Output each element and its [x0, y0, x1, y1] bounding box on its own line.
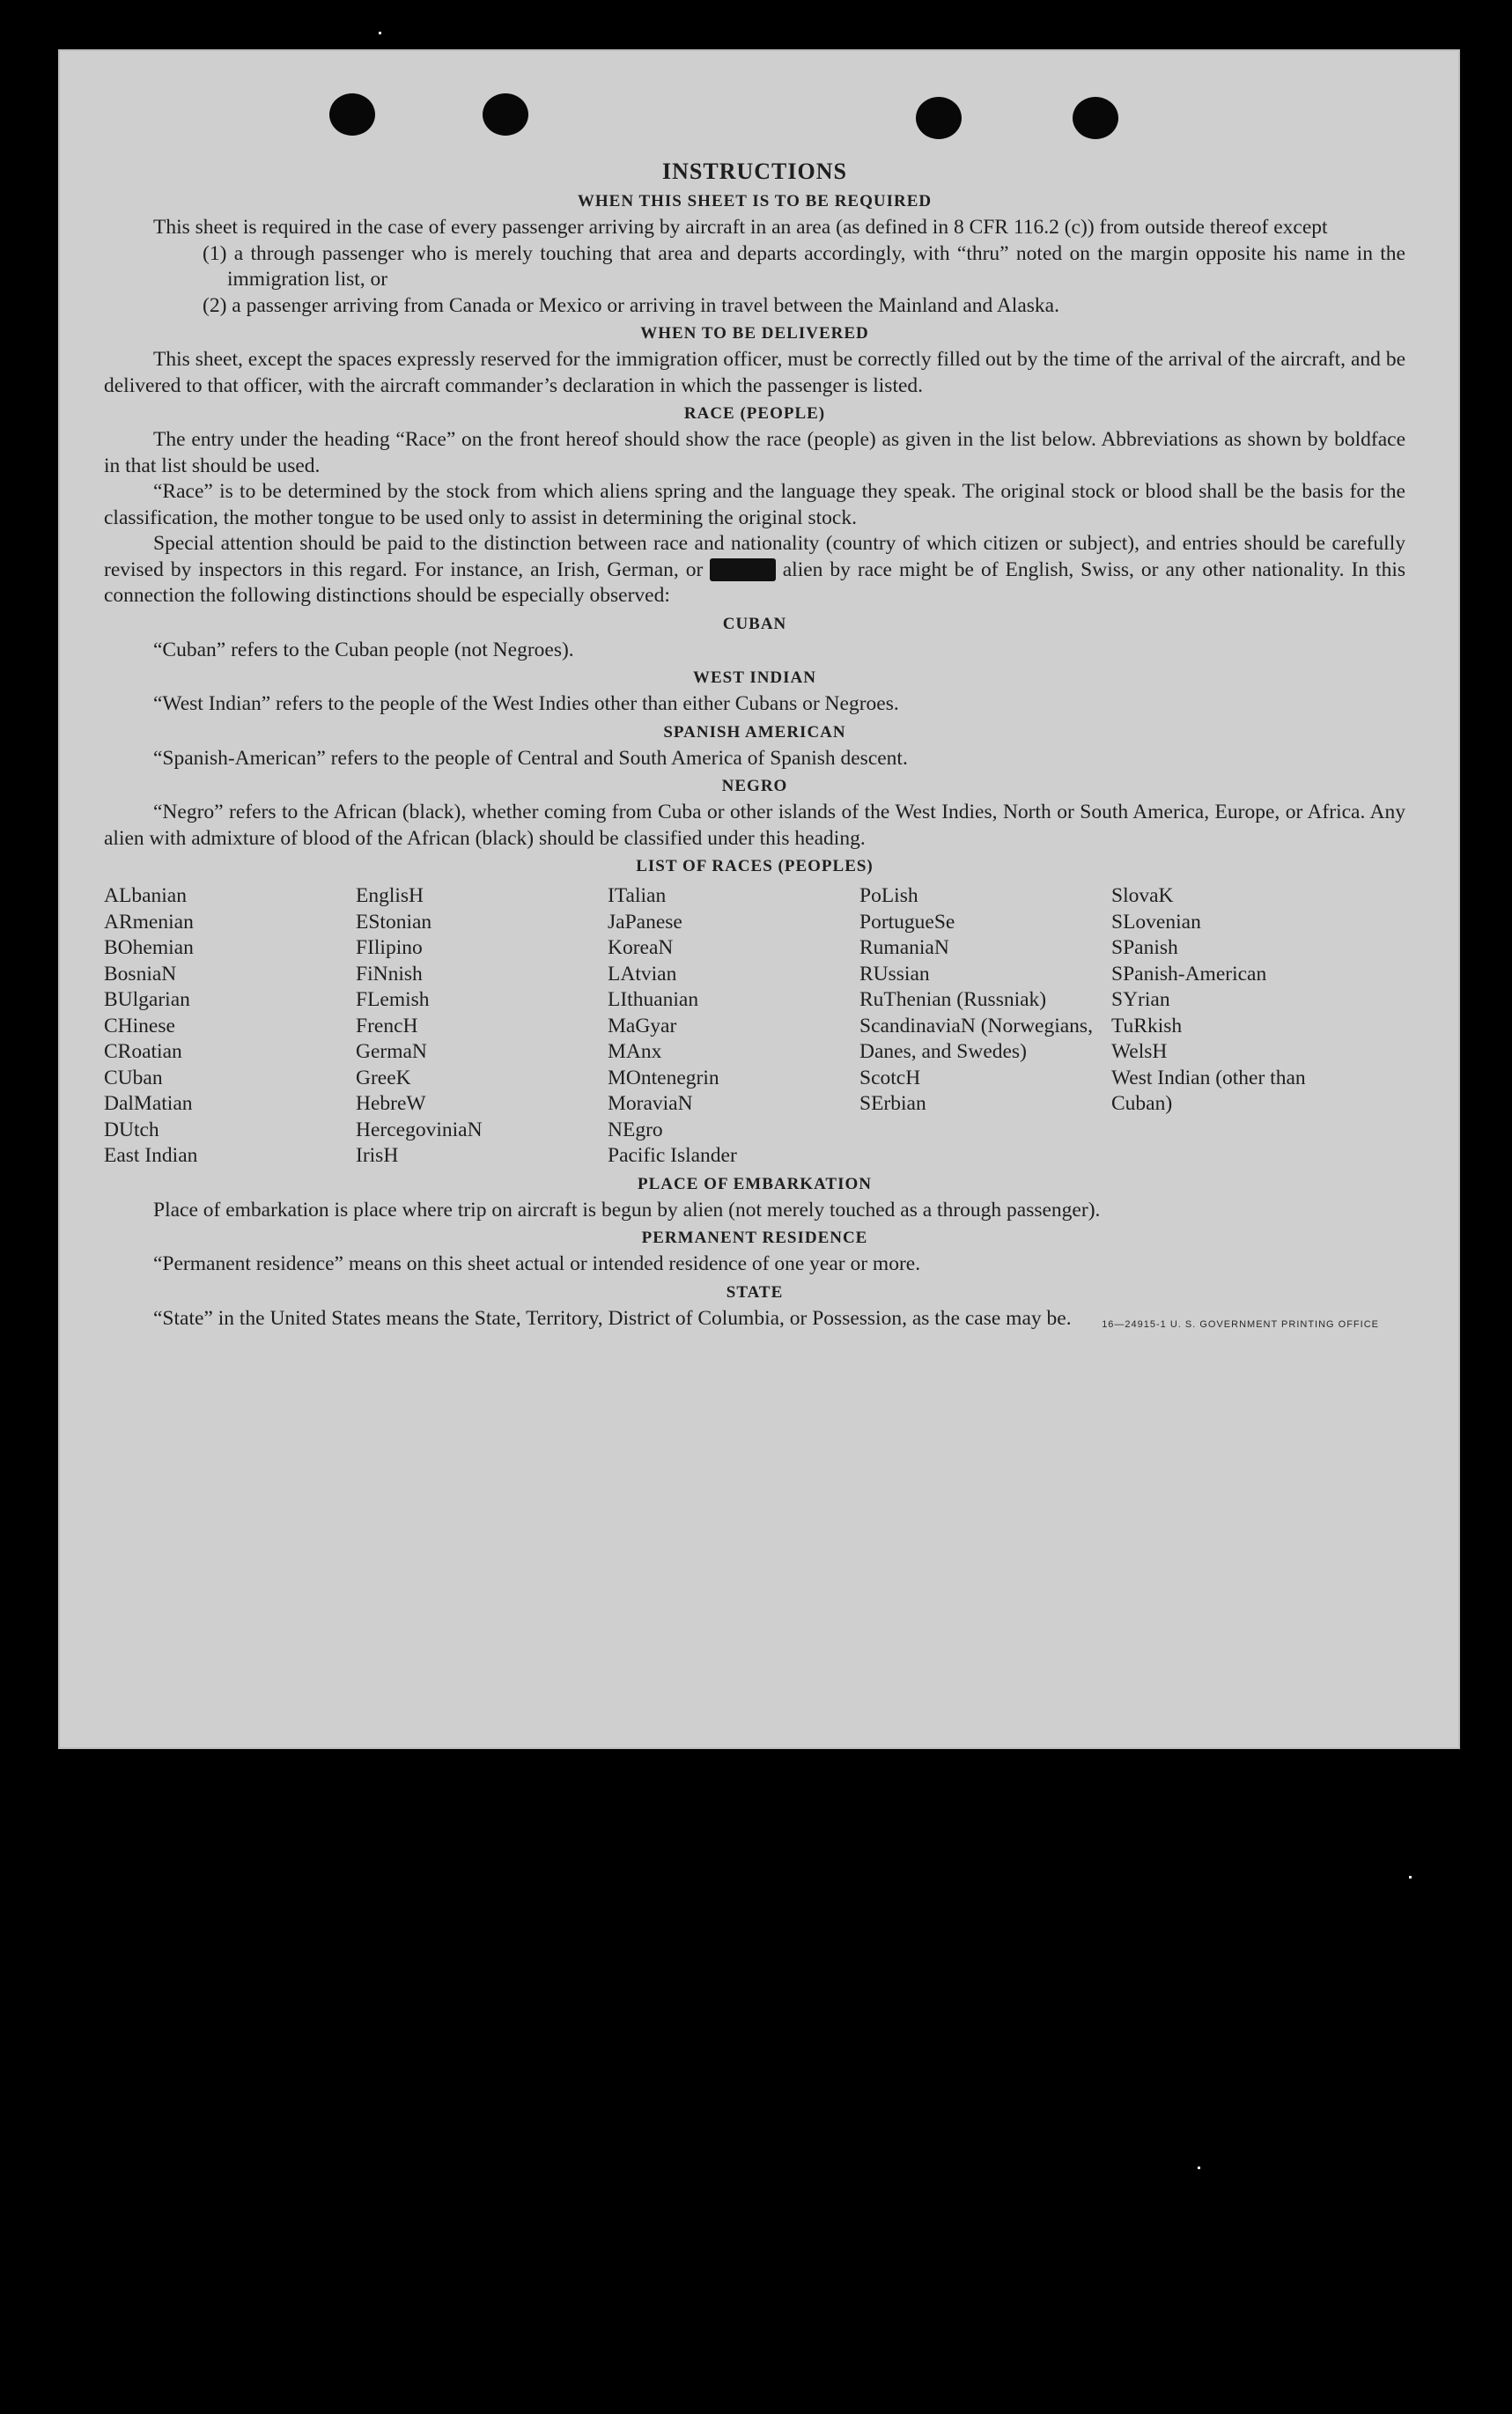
race-entry: LIthuanian — [608, 988, 699, 1011]
race-entry: CRoatian — [104, 1040, 182, 1063]
race-entry: EnglisH — [356, 884, 424, 907]
race-entry: SPanish — [1111, 936, 1178, 959]
section-heading-required: WHEN THIS SHEET IS TO BE REQUIRED — [577, 192, 933, 210]
race-entry: East Indian — [104, 1144, 198, 1167]
race-entry: FrencH — [356, 1014, 418, 1037]
page-title: INSTRUCTIONS — [662, 159, 847, 184]
races-column-2 — [356, 883, 608, 1170]
race-entry: FiNnish — [356, 962, 423, 986]
race-entry: GermaN — [356, 1040, 427, 1063]
race-entry: Pacific Islander — [608, 1144, 737, 1167]
section-heading-delivered: WHEN TO BE DELIVERED — [640, 324, 869, 343]
races-column-5 — [1111, 883, 1363, 1170]
punch-hole — [483, 93, 528, 136]
race-entry: JaPanese — [608, 910, 682, 934]
section-heading-state: STATE — [726, 1282, 784, 1302]
race-entry: PoLish — [859, 884, 918, 907]
section-heading-race: RACE (PEOPLE) — [683, 404, 826, 423]
section-heading-spanish-american: SPANISH AMERICAN — [663, 722, 846, 742]
race-entry: BosniaN — [104, 962, 177, 986]
race-entry: FLemish — [356, 988, 430, 1011]
required-intro: This sheet is required in the case of every passenger arriving by aircraft in an area (as defined in 8 CFR 116.2 (c)) from outside thereof except — [153, 216, 1328, 239]
document-sheet — [58, 49, 1460, 1749]
race-entry: RuThenian (Russniak) — [859, 988, 1047, 1011]
state-row — [104, 1306, 1405, 1332]
race-entry: MOntenegrin — [608, 1066, 719, 1089]
race-text-2: “Race” is to be determined by the stock from which aliens spring and the language they speak. The original stock or blood shall be the basis for the classification, the mother tongue to be used only to assist in determining the original stock. — [104, 480, 1405, 529]
race-entry: EStonian — [356, 910, 432, 934]
state-text: “State” in the United States means the State, Territory, District of Columbia, or Possession, as the case may be. — [153, 1306, 1072, 1330]
race-entry: West Indian (other than Cuban) — [1111, 1066, 1306, 1115]
printer-mark: 16—24915-1 U. S. GOVERNMENT PRINTING OFFICE — [1102, 1319, 1379, 1330]
required-item-1: (1) a through passenger who is merely touching that area and departs accordingly, with “thru” noted on the margin opposite his name in the immigration list, or — [203, 241, 1405, 291]
races-column-4 — [859, 883, 1111, 1170]
race-entry: SYrian — [1111, 988, 1170, 1011]
scan-speck — [1409, 1876, 1412, 1879]
race-text-3a: Special attention should be paid to the distinction between race and nationality (country of which citizen or subject), and entries should be carefully revised by inspectors in this regard. For instance, an Irish, German, or — [104, 532, 1405, 581]
west-indian-text: “West Indian” refers to the people of the West Indies other than either Cubans or Negroes. — [153, 692, 899, 715]
race-entry: SlovaK — [1111, 884, 1174, 907]
races-column-1 — [104, 883, 356, 1170]
race-entry: NEgro — [608, 1118, 663, 1141]
cuban-text: “Cuban” refers to the Cuban people (not Negroes). — [153, 638, 574, 661]
section-heading-residence: PERMANENT RESIDENCE — [641, 1229, 868, 1247]
race-entry: GreeK — [356, 1066, 411, 1089]
section-heading-cuban: CUBAN — [722, 614, 787, 633]
race-entry: CUban — [104, 1066, 163, 1089]
race-entry: CHinese — [104, 1014, 175, 1037]
required-item-2: (2) a passenger arriving from Canada or Mexico or arriving in travel between the Mainland and Alaska. — [203, 293, 1059, 317]
race-entry: IrisH — [356, 1144, 399, 1167]
race-entry: MAnx — [608, 1040, 662, 1063]
race-entry: BOhemian — [104, 936, 194, 959]
race-entry: KoreaN — [608, 936, 674, 959]
race-entry: PortugueSe — [859, 910, 955, 934]
race-entry: FIlipino — [356, 936, 423, 959]
redacted-word — [710, 558, 775, 581]
residence-text: “Permanent residence” means on this sheet actual or intended residence of one year or more. — [153, 1252, 921, 1275]
race-entry: DUtch — [104, 1118, 159, 1141]
race-entry: SErbian — [859, 1092, 926, 1115]
race-entry: SPanish-American — [1111, 962, 1267, 986]
race-entry: LAtvian — [608, 962, 677, 986]
race-text-1: The entry under the heading “Race” on the front hereof should show the race (people) as given in the list below. Abbreviations as shown by boldface in that list should be used. — [104, 428, 1405, 477]
race-entry: BUlgarian — [104, 988, 190, 1011]
race-entry: ARmenian — [104, 910, 194, 934]
race-entry: HebreW — [356, 1092, 426, 1115]
races-list — [104, 883, 1405, 1170]
delivered-text: This sheet, except the spaces expressly reserved for the immigration officer, must be correctly filled out by the time of the arrival of the aircraft, and be delivered to that officer, with the aircraft commander’s declaration in which the passenger is listed. — [104, 348, 1405, 397]
race-entry: MoraviaN — [608, 1092, 693, 1115]
race-entry: HercegoviniaN — [356, 1118, 483, 1141]
race-entry: RUssian — [859, 962, 930, 986]
race-entry: WelsH — [1111, 1040, 1168, 1063]
race-entry: TuRkish — [1111, 1014, 1183, 1037]
spanish-american-text: “Spanish-American” refers to the people of Central and South America of Spanish descent. — [153, 746, 908, 770]
embarkation-text: Place of embarkation is place where trip on aircraft is begun by alien (not merely touched as a through passenger). — [153, 1198, 1101, 1222]
race-text-3b: alien by race might be of English, Swiss, or any other nationality. In this connection the following distinctions should be especially observed: — [104, 557, 1405, 607]
negro-text: “Negro” refers to the African (black), whether coming from Cuba or other islands of the West Indies, North or South America, Europe, or Africa. Any alien with admixture of blood of the African (black) should be classified under this heading. — [104, 801, 1405, 850]
race-entry: ALbanian — [104, 884, 187, 907]
section-heading-embarkation: PLACE OF EMBARKATION — [638, 1174, 872, 1193]
punch-hole — [329, 93, 375, 136]
scan-speck — [1198, 2167, 1200, 2169]
race-entry: DalMatian — [104, 1092, 193, 1115]
races-column-3 — [608, 883, 859, 1170]
punch-hole — [916, 97, 962, 139]
race-entry: ScotcH — [859, 1066, 921, 1089]
instructions-body — [104, 159, 1405, 1332]
section-heading-list-of-races: LIST OF RACES (PEOPLES) — [636, 857, 874, 875]
race-entry: SLovenian — [1111, 910, 1201, 934]
race-entry: RumaniaN — [859, 936, 949, 959]
scan-speck — [379, 32, 381, 34]
section-heading-west-indian: WEST INDIAN — [693, 668, 816, 687]
race-text-3 — [104, 531, 1405, 609]
race-entry: ScandinaviaN (Norwegians, Danes, and Swedes) — [859, 1014, 1093, 1063]
section-heading-negro: NEGRO — [721, 777, 788, 795]
race-entry: ITalian — [608, 884, 667, 907]
punch-hole — [1073, 97, 1118, 139]
race-entry: MaGyar — [608, 1014, 677, 1037]
